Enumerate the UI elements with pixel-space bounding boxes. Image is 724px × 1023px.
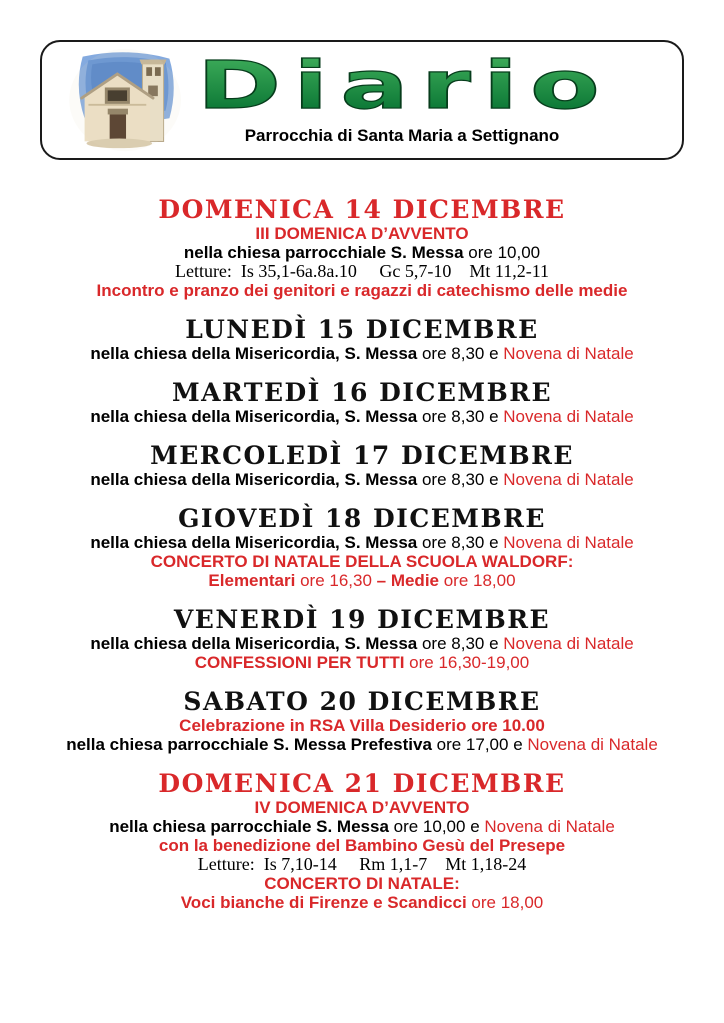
text-segment: Celebrazione in RSA Villa Desiderio ore 10.00 (179, 716, 545, 735)
text-segment: CONCERTO DI NATALE: (264, 874, 460, 893)
text-segment: IV DOMENICA D’AVVENTO (254, 798, 470, 817)
text-segment: Novena di Natale (503, 407, 634, 426)
day-heading: DOMENICA 14 DICEMBRE (158, 195, 566, 224)
text-segment: CONCERTO DI NATALE DELLA SCUOLA WALDORF: (150, 552, 574, 571)
text-segment: ore 16,30-19,00 (404, 653, 530, 672)
newsletter-title-art (152, 42, 672, 126)
text-segment: Incontro e pranzo dei genitori e ragazzi di catechismo delle medie (96, 281, 628, 300)
text-segment: nella chiesa della Misericordia, S. Messa (90, 533, 418, 552)
event-line (0, 893, 724, 912)
day-section (0, 769, 724, 912)
text-segment: Novena di Natale (484, 817, 615, 836)
text-segment: Letture: Is 7,10-14 Rm 1,1-7 Mt 1,18-24 (197, 854, 527, 874)
text-segment: nella chiesa parrocchiale S. Messa (183, 243, 464, 262)
event-line (0, 552, 724, 571)
text-segment: ore 8,30 e (417, 533, 504, 552)
text-segment: nella chiesa della Misericordia, S. Messa (90, 344, 418, 363)
text-segment: ore 10,00 (463, 243, 541, 262)
text-segment: CONFESSIONI PER TUTTI (194, 653, 405, 672)
event-line (0, 344, 724, 363)
event-line (0, 407, 724, 426)
day-section (0, 441, 724, 489)
text-segment: Novena di Natale (527, 735, 658, 754)
text-segment: nella chiesa parrocchiale S. Messa Prefestiva (66, 735, 432, 754)
text-segment: nella chiesa della Misericordia, S. Messa (90, 634, 418, 653)
day-heading: MARTEDÌ 16 DICEMBRE (171, 378, 553, 407)
events-list (0, 195, 724, 930)
event-line (0, 281, 724, 300)
text-segment: ore 18,00 (466, 893, 544, 912)
day-heading: SABATO 20 DICEMBRE (183, 687, 541, 716)
event-line (0, 735, 724, 754)
day-heading: GIOVEDÌ 18 DICEMBRE (178, 504, 546, 533)
event-line (0, 798, 724, 817)
event-line (0, 817, 724, 836)
day-section (0, 687, 724, 754)
parish-name: Parrocchia di Santa Maria a Settignano (244, 126, 560, 145)
text-segment: ore 8,30 e (417, 470, 504, 489)
text-segment: Novena di Natale (503, 470, 634, 489)
event-line (0, 243, 724, 262)
event-line (0, 470, 724, 489)
text-segment: Elementari (208, 571, 296, 590)
text-segment: ore 8,30 e (417, 634, 504, 653)
day-heading: DOMENICA 21 DICEMBRE (158, 769, 566, 798)
event-line (0, 571, 724, 590)
text-segment: con la benedizione del Bambino Gesù del Presepe (158, 836, 566, 855)
text-segment: ore 17,00 e (431, 735, 528, 754)
event-line (0, 716, 724, 735)
event-line (0, 224, 724, 243)
event-line (0, 653, 724, 672)
text-segment: III DOMENICA D’AVVENTO (255, 224, 469, 243)
newsletter-title: Diario (197, 47, 612, 124)
event-line (0, 874, 724, 893)
day-section (0, 195, 724, 300)
text-segment: nella chiesa parrocchiale S. Messa (109, 817, 389, 836)
text-segment: ore 8,30 e (417, 344, 504, 363)
text-segment: – Medie (376, 571, 439, 590)
day-section (0, 378, 724, 426)
event-line (0, 836, 724, 855)
text-segment: ore 16,30 (295, 571, 377, 590)
text-segment: Voci bianche di Firenze e Scandicci (180, 893, 467, 912)
text-segment: nella chiesa della Misericordia, S. Messa (90, 407, 418, 426)
day-section (0, 504, 724, 590)
day-heading: MERCOLEDÌ 17 DICEMBRE (150, 441, 574, 470)
event-line (0, 262, 724, 281)
text-segment: ore 10,00 e (388, 817, 485, 836)
text-segment: Novena di Natale (503, 634, 634, 653)
day-heading: VENERDÌ 19 DICEMBRE (173, 605, 551, 634)
event-line (0, 855, 724, 874)
text-segment: Novena di Natale (503, 344, 634, 363)
event-line (0, 634, 724, 653)
day-section (0, 605, 724, 672)
text-segment: ore 18,00 (439, 571, 516, 590)
day-section (0, 315, 724, 363)
text-segment: Letture: Is 35,1-6a.8a.10 Gc 5,7-10 Mt 11,2-11 (174, 261, 550, 281)
text-segment: nella chiesa della Misericordia, S. Messa (90, 470, 418, 489)
day-heading: LUNEDÌ 15 DICEMBRE (185, 315, 539, 344)
event-line (0, 533, 724, 552)
header-banner (40, 40, 684, 160)
text-segment: ore 8,30 e (417, 407, 504, 426)
text-segment: Novena di Natale (503, 533, 634, 552)
